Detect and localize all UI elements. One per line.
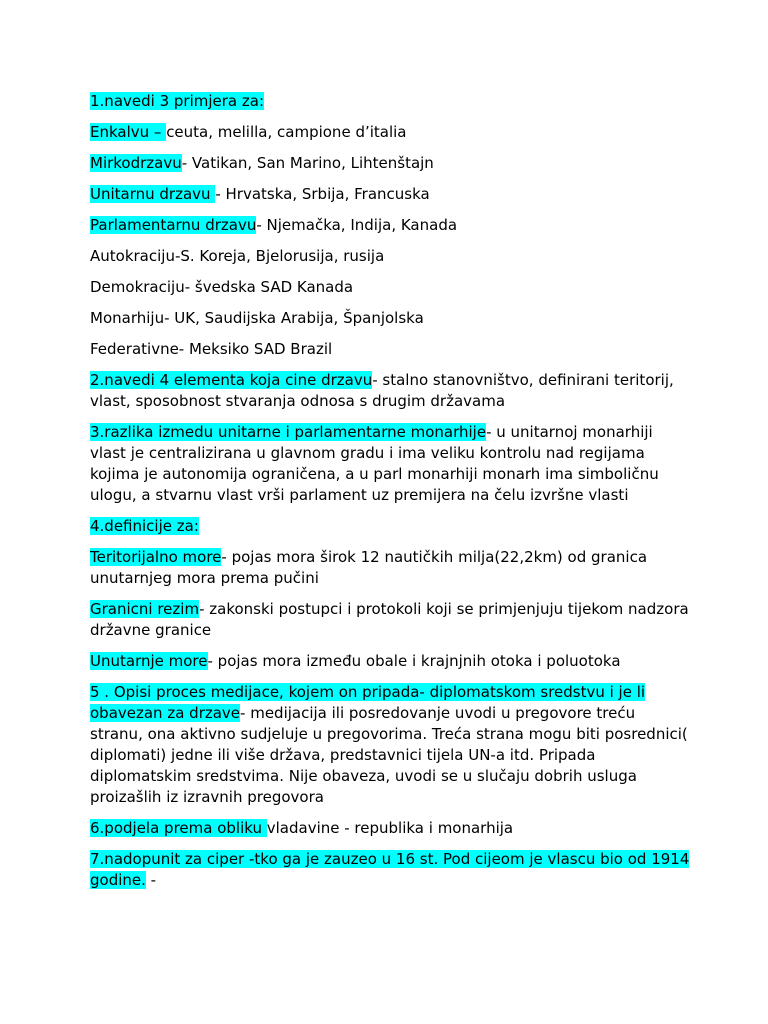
highlighted-term: Granicni rezim xyxy=(90,600,200,618)
paragraph-4 xyxy=(90,184,690,205)
paragraph-17 xyxy=(90,818,690,839)
answer-text: - pojas mora širok 12 nautičkih milja(22,2km) od granica unutarnjeg mora prema pučini xyxy=(90,548,648,587)
paragraph-16 xyxy=(90,682,690,808)
answer-text: Federativne- Meksiko SAD Brazil xyxy=(90,340,333,358)
answer-text: Monarhiju- UK, Saudijska Arabija, Španjolska xyxy=(90,309,424,327)
paragraph-7 xyxy=(90,277,690,298)
paragraph-11 xyxy=(90,422,690,506)
highlighted-term: Mirkodrzavu xyxy=(90,154,182,172)
paragraph-5 xyxy=(90,215,690,236)
paragraph-10 xyxy=(90,370,690,412)
paragraph-14 xyxy=(90,599,690,641)
answer-text: - Vatikan, San Marino, Lihtenštajn xyxy=(181,154,434,172)
highlighted-question: 1.navedi 3 primjera za: xyxy=(90,92,264,110)
highlighted-question: 3.razlika izmedu unitarne i parlamentarne monarhije xyxy=(90,423,487,441)
answer-text: ceuta, melilla, campione d’italia xyxy=(166,123,407,141)
paragraph-13 xyxy=(90,547,690,589)
highlighted-question: 5 . Opisi proces medijace, kojem on pripada- diplomatskom sredstvu i je li obavezan za drzave xyxy=(90,683,646,722)
answer-text: - zakonski postupci i protokoli koji se primjenjuju tijekom nadzora državne granice xyxy=(90,600,689,639)
answer-text: - Njemačka, Indija, Kanada xyxy=(256,216,458,234)
answer-text: Autokraciju-S. Koreja, Bjelorusija, rusija xyxy=(90,247,385,265)
highlighted-term: Unitarnu drzavu xyxy=(90,185,216,203)
answer-text: Demokraciju- švedska SAD Kanada xyxy=(90,278,354,296)
paragraph-2 xyxy=(90,122,690,143)
answer-text: - medijacija ili posredovanje uvodi u pregovore treću stranu, ona aktivno sudjeluje u pregovorima. Treća strana mogu biti posrednici( diplomati) jedne ili više država, predstavnici tijela UN-a itd. Pripada diplomatskim sredstvima. Nije obaveza, uvodi se u slučaju dobrih usluga proizašlih iz izravnih pregovora xyxy=(90,704,688,806)
paragraph-9 xyxy=(90,339,690,360)
highlighted-question: 4.definicije za: xyxy=(90,517,199,535)
paragraph-18 xyxy=(90,849,690,891)
paragraph-6 xyxy=(90,246,690,267)
answer-text: - pojas mora između obale i krajnjnih otoka i poluotoka xyxy=(207,652,621,670)
answer-text: - xyxy=(145,871,157,889)
paragraph-8 xyxy=(90,308,690,329)
answer-text: - u unitarnoj monarhiji vlast je centralizirana u glavnom gradu i ima veliku kontrolu nad regijama kojima je autonomija ograničena, a u parl monarhiji monarh ima simboličnu ulogu, a stvarnu vlast vrši parlament uz premijera na čelu izvršne vlasti xyxy=(90,423,659,504)
highlighted-term: Parlamentarnu drzavu xyxy=(90,216,257,234)
answer-text: - Hrvatska, Srbija, Francuska xyxy=(215,185,430,203)
answer-text: vladavine - republika i monarhija xyxy=(266,819,514,837)
answer-text: - stalno stanovništvo, definirani teritorij, vlast, sposobnost stvaranja odnosa s drugim državama xyxy=(90,371,674,410)
highlighted-question: 7.nadopunit za ciper -tko ga je zauzeo u 16 st. Pod cijeom je vlascu bio od 1914 godine. xyxy=(90,850,690,889)
highlighted-question: 6.podjela prema obliku xyxy=(90,819,267,837)
highlighted-term: Enkalvu – xyxy=(90,123,167,141)
document-page xyxy=(90,91,690,901)
highlighted-term: Teritorijalno more xyxy=(90,548,222,566)
highlighted-term: Unutarnje more xyxy=(90,652,208,670)
paragraph-1 xyxy=(90,91,690,112)
paragraph-15 xyxy=(90,651,690,672)
highlighted-question: 2.navedi 4 elementa koja cine drzavu xyxy=(90,371,373,389)
paragraph-12 xyxy=(90,516,690,537)
paragraph-3 xyxy=(90,153,690,174)
